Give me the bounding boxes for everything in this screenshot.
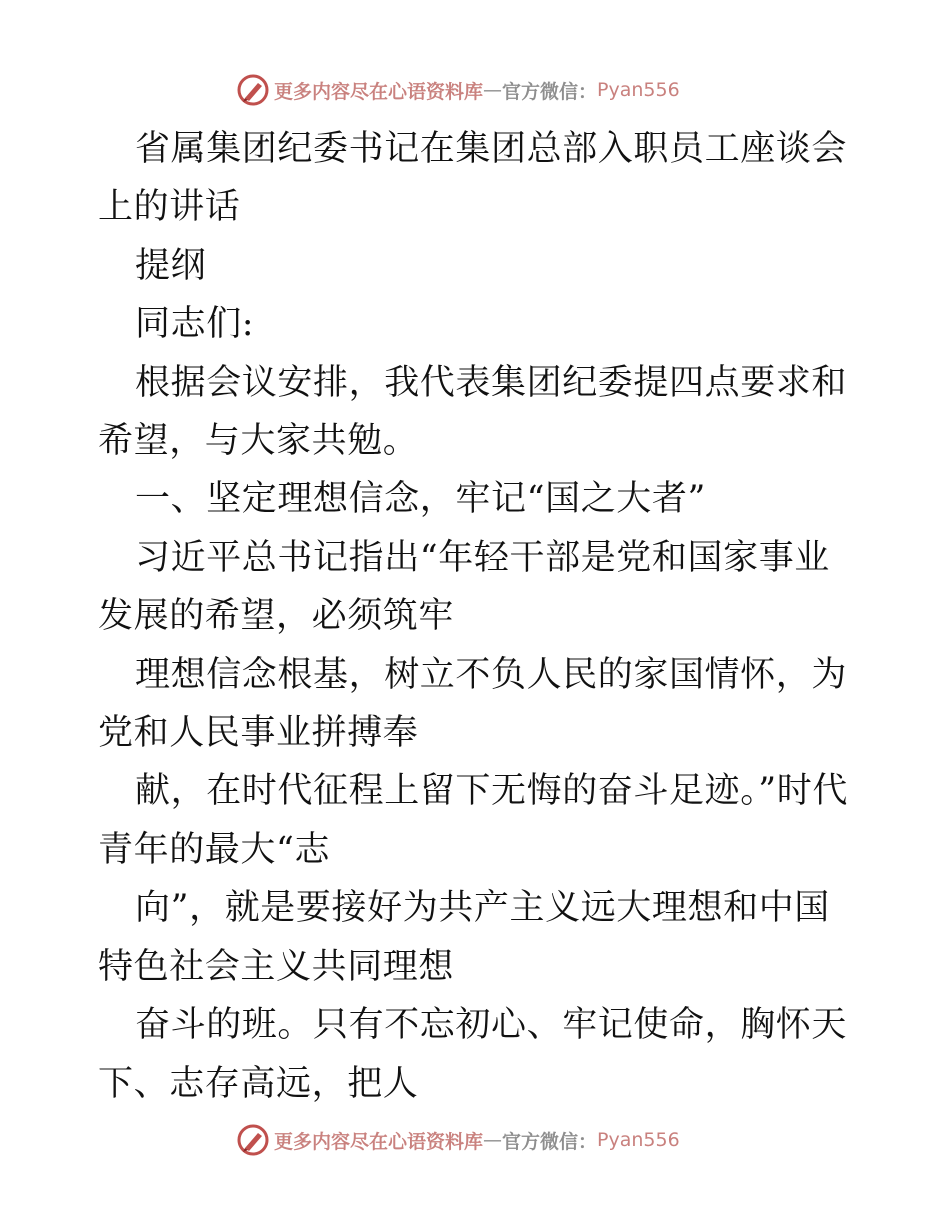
watermark-text: 更多内容尽在心语资料库 <box>274 1130 484 1153</box>
paragraph: 习近平总书记指出“年轻干部是党和国家事业发展的希望，必须筑牢 <box>98 537 830 637</box>
watermark-wechat-id: Pyan556 <box>597 79 680 101</box>
pen-logo-icon <box>236 73 270 107</box>
salutation: 同志们: <box>135 304 255 345</box>
section-heading-1: 一、坚定理想信念，牢记“国之大者” <box>135 479 706 520</box>
watermark-wechat-id: Pyan556 <box>597 1129 680 1151</box>
watermark-wechat-label: 官方微信： <box>502 80 598 103</box>
paragraph: 根据会议安排，我代表集团纪委提四点要求和希望，与大家共勉。 <box>98 362 848 462</box>
watermark-wechat-label: 官方微信： <box>502 1130 598 1153</box>
watermark-text: 更多内容尽在心语资料库 <box>274 80 484 103</box>
watermark-separator: — <box>483 1129 503 1151</box>
watermark-separator: — <box>483 79 503 101</box>
footer-watermark <box>236 1122 680 1158</box>
paragraph: 献，在时代征程上留下无悔的奋斗足迹。”时代青年的最大“志 <box>98 771 848 870</box>
paragraph: 理想信念根基，树立不负人民的家国情怀，为党和人民事业拼搏奉 <box>98 654 848 754</box>
paragraph: 向”，就是要接好为共产主义远大理想和中国特色社会主义共同理想 <box>98 888 830 987</box>
paragraph: 奋斗的班。只有不忘初心、牢记使命，胸怀天下、志存高远，把人 <box>98 1005 848 1104</box>
document-body <box>98 120 854 1113</box>
header-watermark <box>236 72 680 108</box>
pen-logo-icon <box>236 1123 270 1157</box>
outline-heading: 提纲 <box>135 245 207 286</box>
document-title: 省属集团纪委书记在集团总部入职员工座谈会上的讲话 <box>98 129 848 228</box>
